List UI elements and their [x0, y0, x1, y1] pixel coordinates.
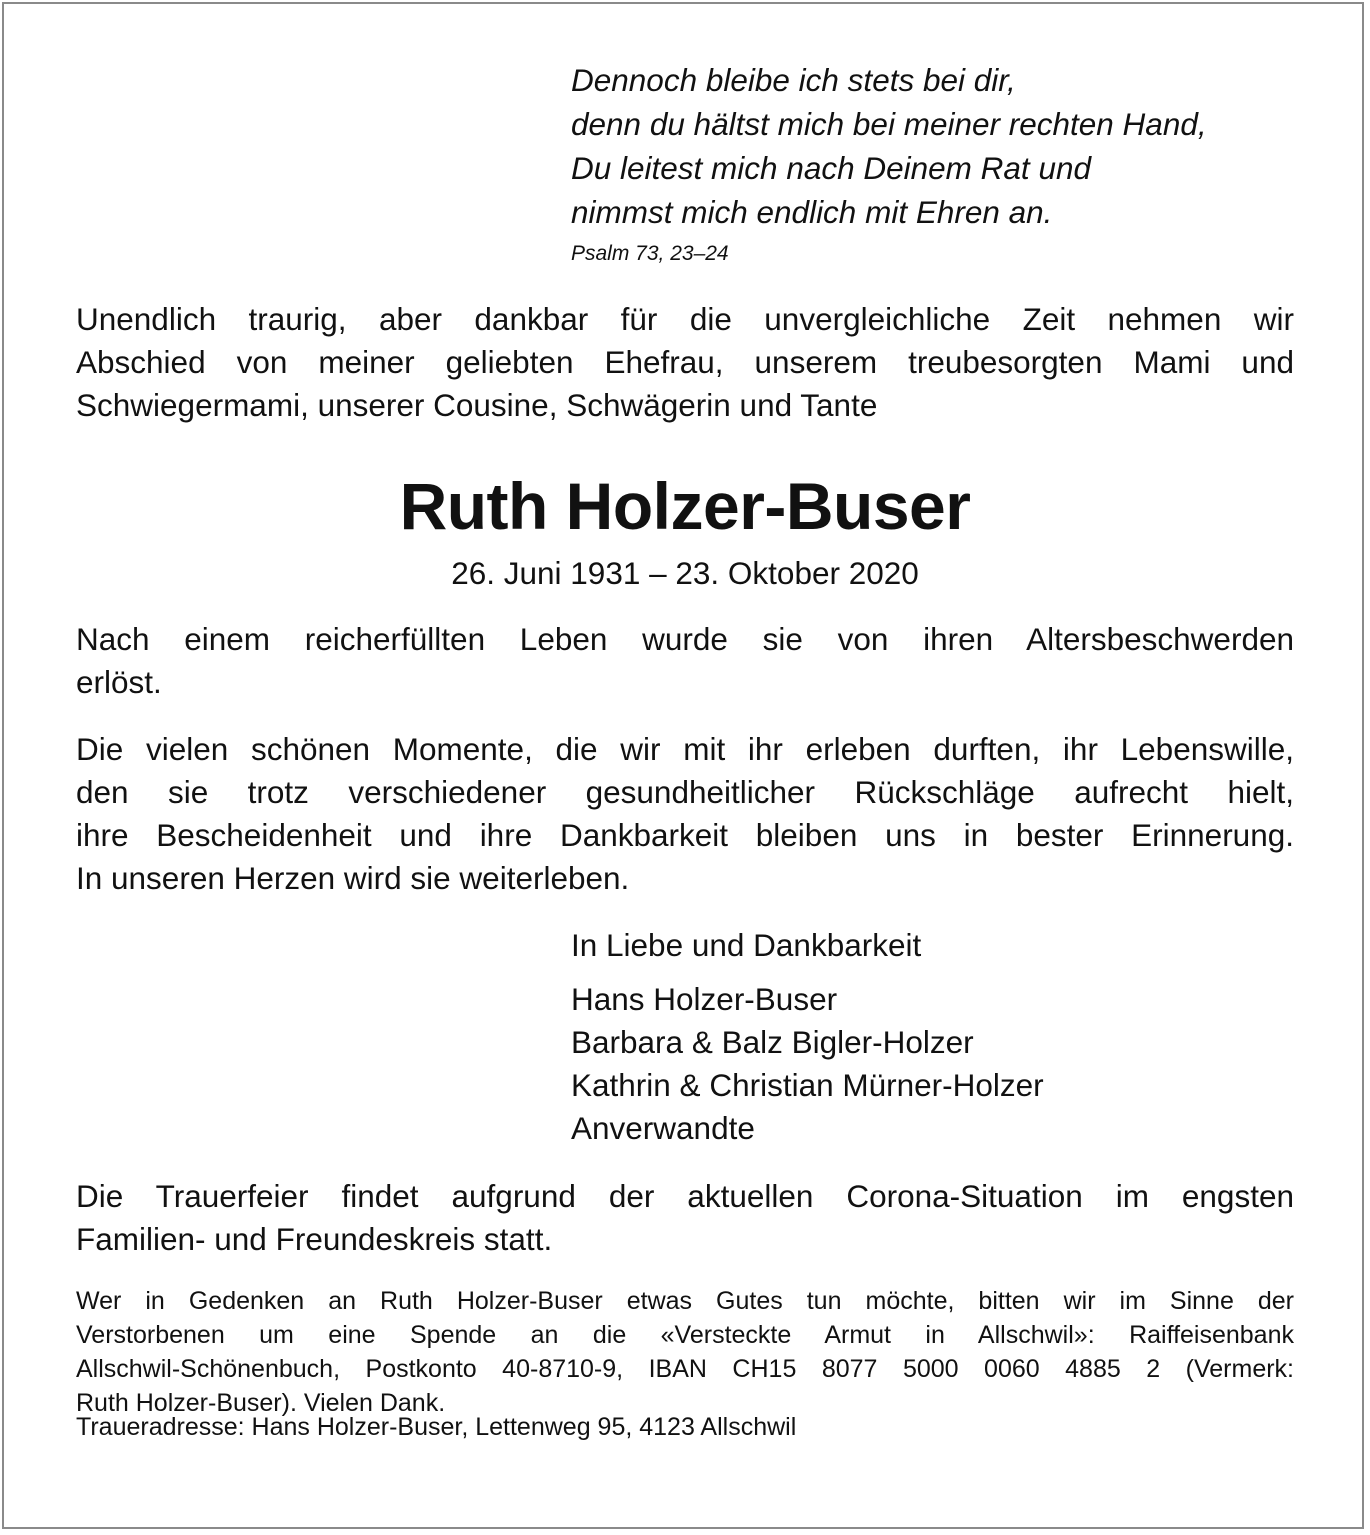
ceremony-line: Die Trauerfeier findet aufgrund der aktuellen Corona-Situation im engsten: [76, 1178, 1294, 1214]
closing-phrase: In Liebe und Dankbarkeit: [571, 927, 922, 963]
memories-line: In unseren Herzen wird sie weiterleben.: [76, 860, 630, 896]
intro-paragraph: [76, 298, 1294, 427]
release-paragraph: [76, 618, 1294, 704]
intro-line: Abschied von meiner geliebten Ehefrau, unserem treubesorgten Mami und: [76, 344, 1294, 380]
memories-line: ihre Bescheidenheit und ihre Dankbarkeit bleiben uns in bester Erinnerung.: [76, 817, 1294, 853]
ceremony-line: Familien- und Freundeskreis statt.: [76, 1221, 553, 1257]
poem-source: Psalm 73, 23–24: [571, 242, 729, 265]
mourner-name: Barbara & Balz Bigler-Holzer: [571, 1024, 974, 1060]
intro-line: Unendlich traurig, aber dankbar für die unvergleichliche Zeit nehmen wir: [76, 301, 1294, 337]
memories-paragraph: [76, 728, 1294, 900]
release-line: erlöst.: [76, 664, 162, 700]
mourning-address: Traueradresse: Hans Holzer-Buser, Lettenweg 95, 4123 Allschwil: [76, 1413, 797, 1441]
mourner-name: Anverwandte: [571, 1110, 755, 1146]
poem-line: nimmst mich endlich mit Ehren an.: [571, 194, 1053, 230]
donation-paragraph: [76, 1284, 1294, 1420]
donation-line: Wer in Gedenken an Ruth Holzer-Buser etwas Gutes tun möchte, bitten wir im Sinne der: [76, 1287, 1294, 1315]
intro-line: Schwiegermami, unserer Cousine, Schwägerin und Tante: [76, 387, 878, 423]
memories-line: den sie trotz verschiedener gesundheitlicher Rückschläge aufrecht hielt,: [76, 774, 1294, 810]
deceased-name: Ruth Holzer-Buser: [399, 469, 971, 543]
donation-line: Ruth Holzer-Buser). Vielen Dank.: [76, 1389, 446, 1417]
donation-line: Allschwil-Schönenbuch, Postkonto 40-8710-9, IBAN CH15 8077 5000 0060 4885 2 (Vermerk:: [76, 1355, 1294, 1383]
mourner-name: Hans Holzer-Buser: [571, 981, 838, 1017]
mourners-list: [571, 978, 1044, 1150]
mourner-name: Kathrin & Christian Mürner-Holzer: [571, 1067, 1044, 1103]
poem-verse: [571, 58, 1331, 234]
poem-line: denn du hältst mich bei meiner rechten Hand,: [571, 106, 1207, 142]
memories-line: Die vielen schönen Momente, die wir mit ihr erleben durften, ihr Lebenswille,: [76, 731, 1294, 767]
poem-line: Dennoch bleibe ich stets bei dir,: [571, 62, 1016, 98]
donation-line: Verstorbenen um eine Spende an die «Versteckte Armut in Allschwil»: Raiffeisenbank: [76, 1321, 1294, 1349]
release-line: Nach einem reicherfüllten Leben wurde sie von ihren Altersbeschwerden: [76, 621, 1294, 657]
life-dates: 26. Juni 1931 – 23. Oktober 2020: [451, 555, 919, 591]
poem-line: Du leitest mich nach Deinem Rat und: [571, 150, 1091, 186]
ceremony-paragraph: [76, 1175, 1294, 1261]
